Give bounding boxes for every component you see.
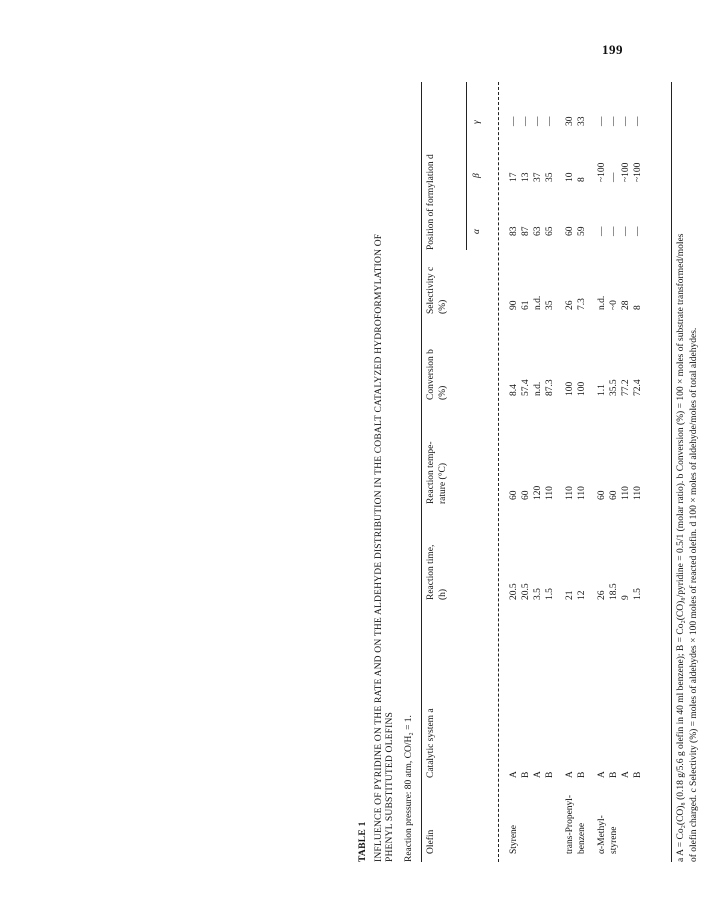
reaction-conditions: Reaction pressure: 80 atm, CO/H₂ = 1.: [404, 715, 414, 862]
gamma-cell: 30: [565, 116, 575, 126]
olefin-cell: trans-Propenyl-: [565, 794, 575, 854]
olefin-cell: styrene: [609, 826, 619, 854]
conversion-cell: 35.5: [609, 379, 619, 396]
selectivity-cell: 7.3: [577, 298, 587, 310]
temperature-cell: 120: [533, 485, 543, 500]
table-row: [565, 82, 577, 862]
gamma-cell: —: [621, 116, 631, 126]
page-number: 199: [602, 42, 623, 57]
temperature-cell: 60: [509, 490, 519, 500]
olefin-cell: benzene: [577, 822, 587, 854]
catalytic-system-cell: A: [509, 771, 519, 778]
selectivity-cell: n.d.: [597, 295, 607, 310]
reaction-time-cell: 3.5: [533, 588, 543, 600]
table-row: [609, 82, 621, 862]
table-top-rule: [421, 82, 422, 862]
header-conversion: Conversion b (%): [426, 349, 448, 400]
alpha-cell: 87: [521, 226, 531, 236]
beta-cell: ~100: [633, 162, 643, 182]
gamma-cell: —: [509, 116, 519, 126]
reaction-time-cell: 9: [621, 595, 631, 600]
subheader-beta: β: [472, 173, 482, 178]
reaction-time-cell: 21: [565, 590, 575, 600]
alpha-cell: —: [633, 226, 643, 236]
conversion-cell: 77.2: [621, 379, 631, 396]
footnote-line-1: a A = Co₂(CO)₈ (0.18 g/5.6 g olefin in 40 ml benzene); B = Co₂(CO)₈/pyridine = 0.5/1 (molar ratio). b Conversion (%) = 100 × moles of substrate transformed/moles: [676, 233, 686, 862]
catalytic-system-cell: B: [545, 771, 555, 778]
reaction-time-cell: 20.5: [509, 583, 519, 600]
beta-cell: 10: [565, 172, 575, 182]
gamma-cell: —: [545, 116, 555, 126]
alpha-cell: —: [621, 226, 631, 236]
table-row: [533, 82, 545, 862]
conversion-cell: 8.4: [509, 384, 519, 396]
catalytic-system-cell: A: [597, 771, 607, 778]
reaction-time-cell: 1.5: [545, 588, 555, 600]
rotated-table-block: [354, 82, 724, 862]
olefin-cell: α-Methyl-: [597, 815, 607, 854]
catalytic-system-cell: A: [565, 771, 575, 778]
table-header-rule: [498, 82, 499, 862]
table-row: [597, 82, 609, 862]
selectivity-cell: 61: [521, 300, 531, 310]
catalytic-system-cell: A: [533, 771, 543, 778]
alpha-cell: —: [609, 226, 619, 236]
catalytic-system-cell: B: [609, 771, 619, 778]
table-row: [509, 82, 521, 862]
header-reaction-temperature: Reaction tempe- rature (°C): [426, 441, 448, 504]
temperature-cell: 110: [545, 486, 555, 500]
temperature-cell: 60: [609, 490, 619, 500]
alpha-cell: 63: [533, 226, 543, 236]
beta-cell: ~100: [621, 162, 631, 182]
temperature-cell: 110: [577, 486, 587, 500]
conversion-cell: 100: [577, 381, 587, 396]
beta-cell: 35: [545, 172, 555, 182]
alpha-cell: —: [597, 226, 607, 236]
beta-cell: 13: [521, 172, 531, 182]
alpha-cell: 65: [545, 226, 555, 236]
footnote-line-2: of olefin charged. c Selectivity (%) = moles of aldehydes × 100 moles of reacted olefin. d 100 × moles of aldehyde/moles of total aldehydes.: [689, 327, 699, 862]
table-row: [633, 82, 645, 862]
subheader-alpha: α: [472, 229, 482, 234]
beta-cell: —: [609, 172, 619, 182]
catalytic-system-cell: B: [633, 771, 643, 778]
catalytic-system-cell: A: [621, 771, 631, 778]
selectivity-cell: ~0: [609, 300, 619, 310]
beta-cell: 17: [509, 172, 519, 182]
conversion-cell: 57.4: [521, 379, 531, 396]
conversion-cell: 1.1: [597, 384, 607, 396]
table-row: [577, 82, 589, 862]
gamma-cell: 33: [577, 116, 587, 126]
catalytic-system-cell: B: [521, 771, 531, 778]
temperature-cell: 110: [621, 486, 631, 500]
reaction-time-cell: 12: [577, 590, 587, 600]
conversion-cell: 87.3: [545, 379, 555, 396]
beta-cell: ~100: [597, 162, 607, 182]
temperature-cell: 60: [521, 490, 531, 500]
header-selectivity: Selectivity c (%): [426, 266, 448, 314]
alpha-cell: 60: [565, 226, 575, 236]
temperature-cell: 110: [565, 486, 575, 500]
gamma-cell: —: [633, 116, 643, 126]
conversion-cell: n.d.: [533, 381, 543, 396]
gamma-cell: —: [521, 116, 531, 126]
table-title-line-1: INFLUENCE OF PYRIDINE ON THE RATE AND ON THE ALDEHYDE DISTRIBUTION IN THE COBALT CATALYZED HYDROFORMYLATION OF: [374, 233, 384, 862]
conversion-cell: 72.4: [633, 379, 643, 396]
position-subheader-rule: [466, 82, 467, 250]
olefin-cell: Styrene: [509, 824, 519, 854]
header-olefin: Olefin: [426, 829, 436, 854]
conversion-cell: 100: [565, 381, 575, 396]
table-row: [521, 82, 533, 862]
gamma-cell: —: [609, 116, 619, 126]
reaction-time-cell: 26: [597, 590, 607, 600]
header-reaction-time: Reaction time, (h): [426, 544, 448, 600]
beta-cell: 37: [533, 172, 543, 182]
gamma-cell: —: [597, 116, 607, 126]
selectivity-cell: 28: [621, 300, 631, 310]
reaction-time-cell: 18.5: [609, 583, 619, 600]
catalytic-system-cell: B: [577, 771, 587, 778]
gamma-cell: —: [533, 116, 543, 126]
selectivity-cell: n.d.: [533, 295, 543, 310]
selectivity-cell: 90: [509, 300, 519, 310]
table-label: TABLE 1: [358, 821, 368, 862]
selectivity-cell: 26: [565, 300, 575, 310]
selectivity-cell: 35: [545, 300, 555, 310]
temperature-cell: 60: [597, 490, 607, 500]
beta-cell: 8: [577, 177, 587, 182]
reaction-time-cell: 1.5: [633, 588, 643, 600]
alpha-cell: 83: [509, 226, 519, 236]
subheader-gamma: γ: [472, 120, 482, 124]
table-bottom-rule: [671, 82, 672, 862]
table-row: [621, 82, 633, 862]
alpha-cell: 59: [577, 226, 587, 236]
table-row: [545, 82, 557, 862]
selectivity-cell: 8: [633, 305, 643, 310]
temperature-cell: 110: [633, 486, 643, 500]
table-title-line-2: PHENYL SUBSTITUTED OLEFINS: [385, 712, 395, 862]
header-position-of-formylation: Position of formylation d: [426, 154, 436, 250]
header-catalytic-system: Catalytic system a: [426, 708, 436, 778]
reaction-time-cell: 20.5: [521, 583, 531, 600]
